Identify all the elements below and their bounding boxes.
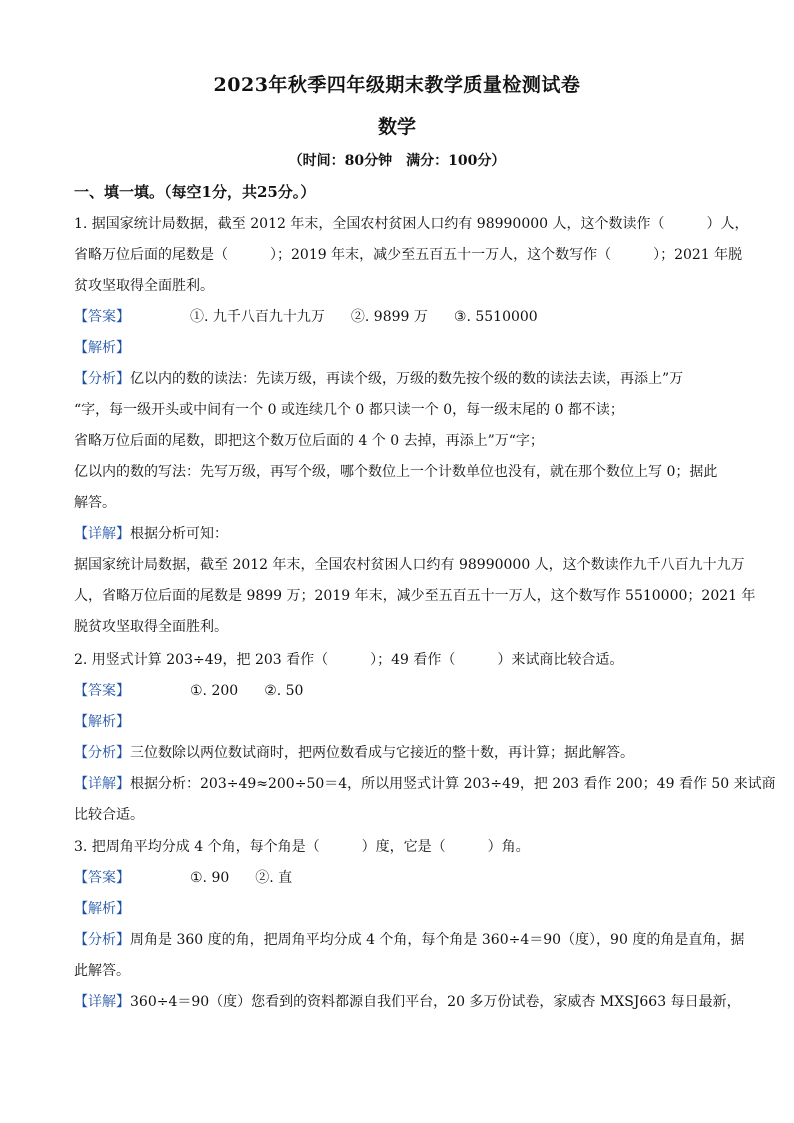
q1-fenxi-5: 解答。 xyxy=(74,495,116,511)
q1-fenxi-1 xyxy=(74,369,724,389)
q1-detail-text-0: 根据分析可知： xyxy=(130,526,228,542)
q2-fenxi-text-1: 三位数除以两位数试商时，把两位数看成与它接近的整十数，再计算；据此解答。 xyxy=(130,745,634,761)
q3-fenxi-text-1: 周角是 360 度的角，把周角平均分成 4 个角，每个角是 360÷4＝90（度），90 度的角是直角，据 xyxy=(130,932,745,948)
q3-answer-2: ②. 直 xyxy=(255,870,293,886)
q2-fenxi-1 xyxy=(74,743,724,763)
q2-answer-2: ②. 50 xyxy=(264,683,304,699)
q2-detail-text-1: 根据分析：203÷49≈200÷50＝4，所以用竖式计算 203÷49，把 203 看作 200；49 看作 50 来试商 xyxy=(130,776,776,792)
q1-detail-3: 脱贫攻坚取得全面胜利。 xyxy=(74,619,228,635)
section-heading: 一、填一填。（每空1分，共25分。） xyxy=(74,183,316,201)
answer-tag: 【答案】 xyxy=(74,870,130,886)
detail-tag: 【详解】 xyxy=(74,526,130,542)
fenxi-tag: 【分析】 xyxy=(74,745,130,761)
answer-tag: 【答案】 xyxy=(74,309,130,325)
q3-detail-1 xyxy=(74,992,741,1012)
q3-fenxi-2: 此解答。 xyxy=(74,963,130,979)
detail-tag: 【详解】 xyxy=(74,994,130,1010)
q1-fenxi-2: “字，每一级开头或中间有一个 0 或连续几个 0 都只读一个 0，每一级末尾的 0 都不读； xyxy=(74,402,624,418)
fenxi-tag: 【分析】 xyxy=(74,371,130,387)
q3-line-1: 3. 把周角平均分成 4 个角，每个角是（ ）度，它是（ ）角。 xyxy=(74,839,530,855)
q3-answer-row xyxy=(74,868,724,888)
exam-meta: （时间：80分钟 满分：100分） xyxy=(288,153,506,169)
q1-answer-2: ②. 9899 万 xyxy=(350,309,428,325)
q1-detail-2: 人，省略万位后面的尾数是 9899 万；2019 年末，减少至五百五十一万人，这个数写作 5510000；2021 年 xyxy=(74,588,756,604)
q3-detail-text-1: 360÷4＝90（度）您看到的资料都源自我们平台，20 多万份试卷，家威杏 MXSJ663 每日最新， xyxy=(130,994,741,1010)
q1-line-2: 省略万位后面的尾数是（ ）；2019 年末，减少至五百五十一万人，这个数写作（ ）；2021 年脱 xyxy=(74,247,743,263)
q1-fenxi-text-1: 亿以内的数的读法：先读万级，再读个级，万级的数先按个级的数的读法去读，再添上”万 xyxy=(130,371,684,387)
q1-line-3: 贫攻坚取得全面胜利。 xyxy=(74,278,214,294)
q3-fenxi-1 xyxy=(74,930,745,950)
q2-detail-2: 比较合适。 xyxy=(74,807,144,823)
q2-answer-row xyxy=(74,681,724,701)
q3-analysis-tag: 【解析】 xyxy=(74,901,130,917)
answer-tag: 【答案】 xyxy=(74,683,130,699)
q1-analysis-tag: 【解析】 xyxy=(74,340,130,356)
q1-answer-1: ①. 九千八百九十九万 xyxy=(190,309,325,325)
exam-title: 2023年秋季四年级期末教学质量检测试卷 xyxy=(213,74,581,96)
q1-detail-1: 据国家统计局数据，截至 2012 年末，全国农村贫困人口约有 98990000 人，这个数读作九千八百九十九万 xyxy=(74,557,745,573)
exam-subject: 数学 xyxy=(377,116,416,138)
q1-line-1: 1. 据国家统计局数据，截至 2012 年末，全国农村贫困人口约有 98990000 人，这个数读作（ ）人， xyxy=(74,216,749,232)
q2-answer-1: ①. 200 xyxy=(190,683,239,699)
q1-detail-0 xyxy=(74,524,724,544)
q1-answer-3: ③. 5510000 xyxy=(453,309,538,325)
detail-tag: 【详解】 xyxy=(74,776,130,792)
q1-answer-row xyxy=(74,307,724,327)
q1-fenxi-4: 亿以内的数的写法：先写万级，再写个级，哪个数位上一个计数单位也没有，就在那个数位上写 0；据此 xyxy=(74,464,718,480)
q2-analysis-tag: 【解析】 xyxy=(74,714,130,730)
q3-answer-1: ①. 90 xyxy=(190,870,230,886)
q1-fenxi-3: 省略万位后面的尾数，即把这个数万位后面的 4 个 0 去掉，再添上”万“字； xyxy=(74,433,544,449)
q2-detail-1 xyxy=(74,774,776,794)
fenxi-tag: 【分析】 xyxy=(74,932,130,948)
q2-line-1: 2. 用竖式计算 203÷49，把 203 看作（ ）；49 看作（ ）来试商比较合适。 xyxy=(74,652,624,668)
